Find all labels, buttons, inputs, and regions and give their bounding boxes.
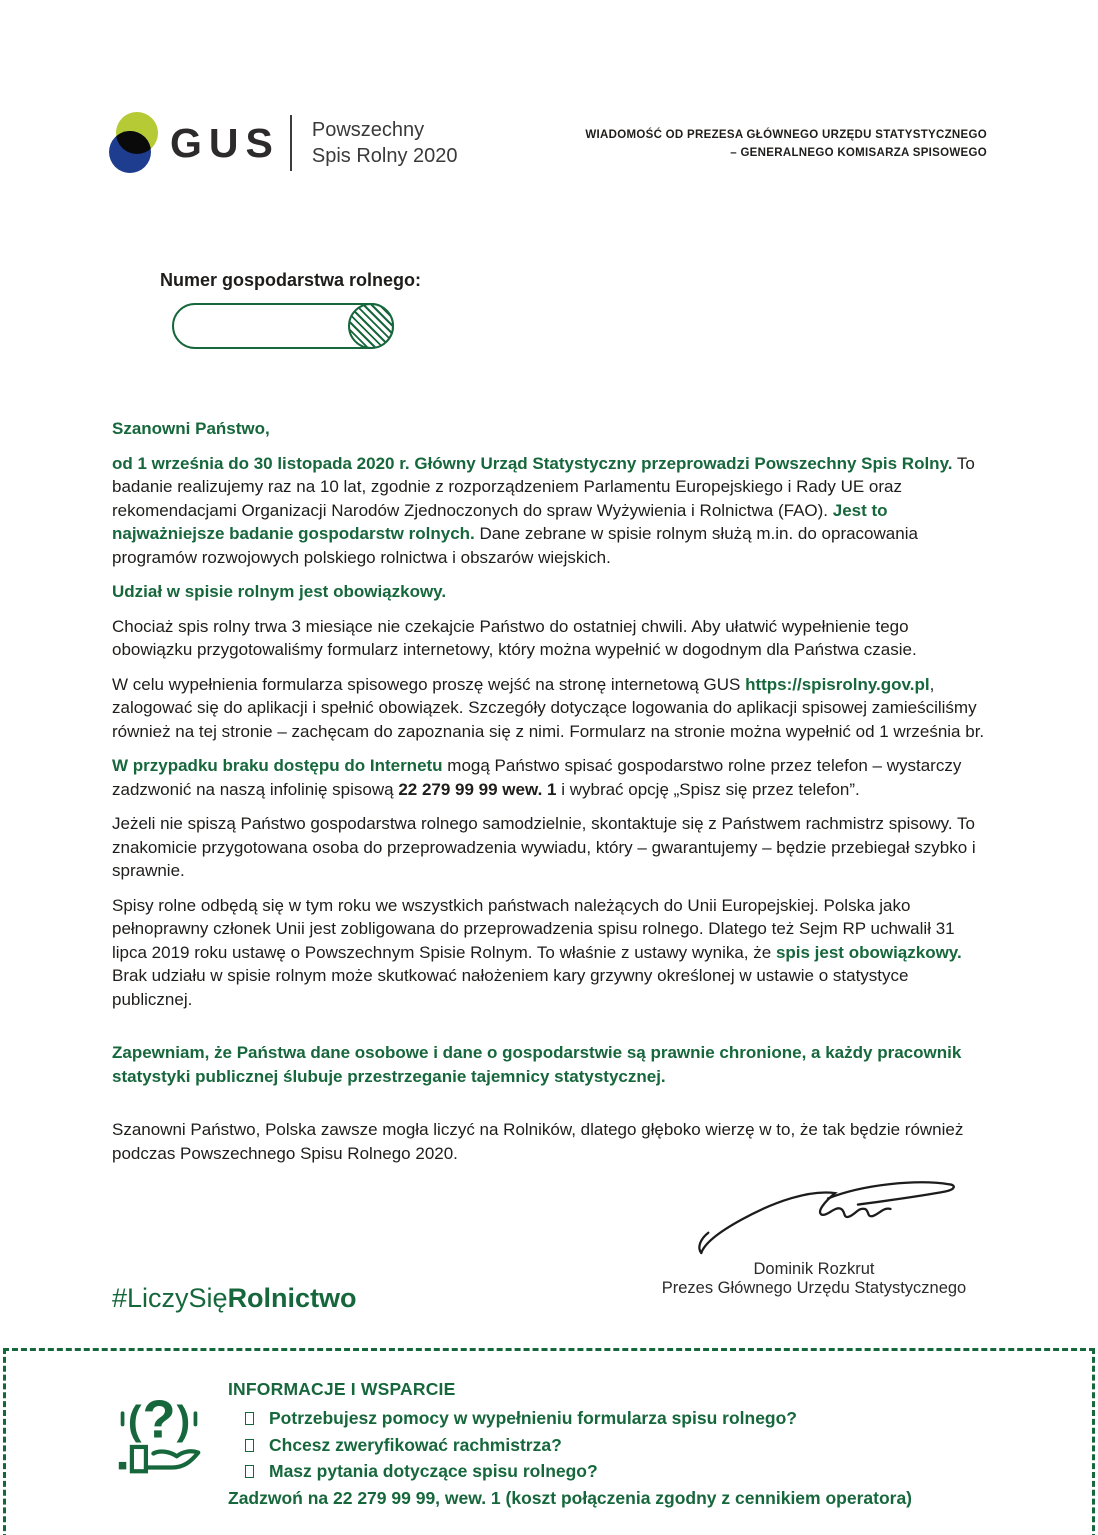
letter-text-segment: mogą Państwo spisać gospodarstwo rolne przez telefon – wystarczy zadzwonić na naszą infolinię spisową (112, 756, 962, 799)
info-item (228, 1432, 912, 1459)
letter-paragraph (112, 580, 992, 604)
hatched-circle-decoration (348, 303, 394, 349)
info-support-box (3, 1348, 1095, 1535)
checkbox-bullet-icon (245, 1439, 254, 1452)
letter-paragraph (112, 417, 992, 441)
letter-text-segment: Udział w spisie rolnym jest obowiązkowy. (112, 582, 447, 601)
gus-logo (106, 110, 458, 176)
svg-text:): ) (176, 1396, 191, 1443)
letter-text-segment: Zapewniam, że Państwa dane osobowe i dane o gospodarstwie są prawnie chronione, a każdy pracownik statystyki publicznej ślubuje przestrzeganie tajemnicy statystycznej. (112, 1043, 962, 1086)
handwritten-signature (683, 1172, 973, 1260)
sender-caption-line1: WIADOMOŚĆ OD PREZESA GŁÓWNEGO URZĘDU STATYSTYCZNEGO (585, 129, 987, 141)
letter-paragraph (112, 452, 992, 570)
farm-number-input[interactable] (172, 303, 394, 349)
letter-paragraph (112, 1041, 992, 1088)
letter-paragraph (112, 615, 992, 662)
help-hand-icon (116, 1385, 202, 1479)
info-item (228, 1458, 912, 1485)
census-url-link[interactable]: https://spisrolny.gov.pl (745, 674, 930, 694)
letter-text-segment: Spisy rolne odbędą się w tym roku we wszystkich państwach należących do Unii Europejskiej. Polska jako pełnoprawny członek Unii jest zobligowana do przeprowadzenia spisu rolnego. Dlatego też Sejm RP uchwalił 31 lipca 2019 roku ustawę o Powszechnym Spisie Rolnym. To właśnie z ustawy wynika, że (112, 895, 955, 962)
signer-name: Dominik Rozkrut (753, 1260, 875, 1278)
letter-paragraph (112, 1118, 992, 1165)
letter-text-segment: Jest to najważniejsze badanie gospodarstw rolnych. (112, 500, 888, 543)
letter-text-segment: To badanie realizujemy raz na 10 lat, zgodnie z rozporządzeniem Parlamentu Europejskiego i Rady UE oraz rekomendacjami Organizacji Narodów Zjednoczonych do spraw Wyżywienia i Rolnictwa (FAO). (112, 453, 975, 520)
census-title (312, 117, 458, 170)
info-item-text: Chcesz zweryfikować rachmistrza? (269, 1434, 562, 1455)
info-content (228, 1375, 912, 1509)
letter-text-segment: W celu wypełnienia formularza spisowego proszę wejść na stronę internetową GUS (112, 674, 746, 694)
letter-text-segment: , zalogować się do aplikacji i spełnić obowiązek. Szczegóły dotyczące logowania do aplikacji spisowej zamieściliśmy również na tej stronie – zachęcam do zapoznania się z nimi. Formularz na stronie można wypełnić od 1 września br. (112, 674, 985, 741)
sender-caption-line2: – GENERALNEGO KOMISARZA SPISOWEGO (730, 146, 987, 159)
checkbox-bullet-icon (245, 1412, 254, 1425)
letter-text-segment: Szanowni Państwo, (112, 419, 270, 438)
sender-caption (585, 127, 987, 163)
campaign-hashtag (112, 1283, 357, 1314)
info-items (228, 1405, 912, 1485)
gus-logo-text: GUS (170, 119, 280, 166)
letter-text-segment: od 1 września do 30 listopada 2020 r. Główny Urząd Statystyczny przeprowadzi Powszechny Spis Rolny. (112, 453, 953, 473)
letter-paragraph (112, 894, 992, 1012)
letter-body (112, 417, 992, 1176)
logo-divider (290, 115, 292, 171)
letter-text-segment: i wybrać opcję „Spisz się przez telefon”. (556, 779, 860, 799)
letter-text-segment: Brak udziału w spisie rolnym może skutkować nałożeniem kary grzywny określonej w ustawie o statystyce publicznej. (112, 966, 909, 1009)
info-phone-line: Zadzwoń na 22 279 99 99, wew. 1 (koszt połączenia zgodny z cennikiem operatora) (228, 1487, 913, 1508)
letter-text-segment: 22 279 99 99 wew. 1 (398, 779, 557, 799)
signature-block (638, 1172, 990, 1298)
info-item-text: Potrzebujesz pomocy w wypełnieniu formularza spisu rolnego? (269, 1408, 797, 1428)
letter-text-segment: spis jest obowiązkowy. (775, 942, 962, 962)
hashtag-bold: Rolnictwo (227, 1283, 357, 1313)
letter-paragraph (112, 754, 992, 801)
gus-logo-icon (106, 110, 166, 176)
letter-text-segment: W przypadku braku dostępu do Internetu (112, 756, 443, 775)
info-heading: INFORMACJE I WSPARCIE (228, 1379, 456, 1399)
svg-text:(: ( (127, 1396, 142, 1443)
letter-text-segment: Jeżeli nie spiszą Państwo gospodarstwa rolnego samodzielnie, skontaktuje się z Państwem rachmistrz spisowy. To znakomicie przygotowana osoba do przeprowadzenia wywiadu, który – gwarantujemy – będzie przebiegał szybko i sprawnie. (112, 814, 976, 880)
letter-text-segment: Chociaż spis rolny trwa 3 miesiące nie czekajcie Państwo do ostatniej chwili. Aby ułatwić wypełnienie tego obowiązku przygotowaliśmy formularz internetowy, który można wypełnić w dogodnym dla Państwa czasie. (112, 616, 917, 659)
info-item-text: Masz pytania dotyczące spisu rolnego? (269, 1461, 598, 1481)
svg-text:?: ? (142, 1389, 176, 1450)
checkbox-bullet-icon (245, 1465, 254, 1478)
letter-text-segment: Szanowni Państwo, Polska zawsze mogła liczyć na Rolników, dlatego głęboko wierzę w to, że tak będzie również podczas Powszechnego Spisu Rolnego 2020. (112, 1120, 964, 1163)
census-title-line2: Spis Rolny 2020 (311, 145, 458, 167)
letter-paragraph (112, 812, 992, 883)
info-item (228, 1405, 912, 1432)
letter-text-segment: Dane zebrane w spisie rolnym służą m.in. do opracowania programów rozwojowych polskiego rolnictwa i obszarów wiejskich. (112, 524, 918, 567)
signer-title: Prezes Głównego Urzędu Statystycznego (661, 1279, 967, 1297)
farm-number-label: Numer gospodarstwa rolnego: (160, 270, 422, 290)
letter-paragraph (112, 673, 992, 744)
census-title-line1: Powszechny (311, 118, 425, 141)
hashtag-prefix: #LiczySię (112, 1283, 228, 1313)
